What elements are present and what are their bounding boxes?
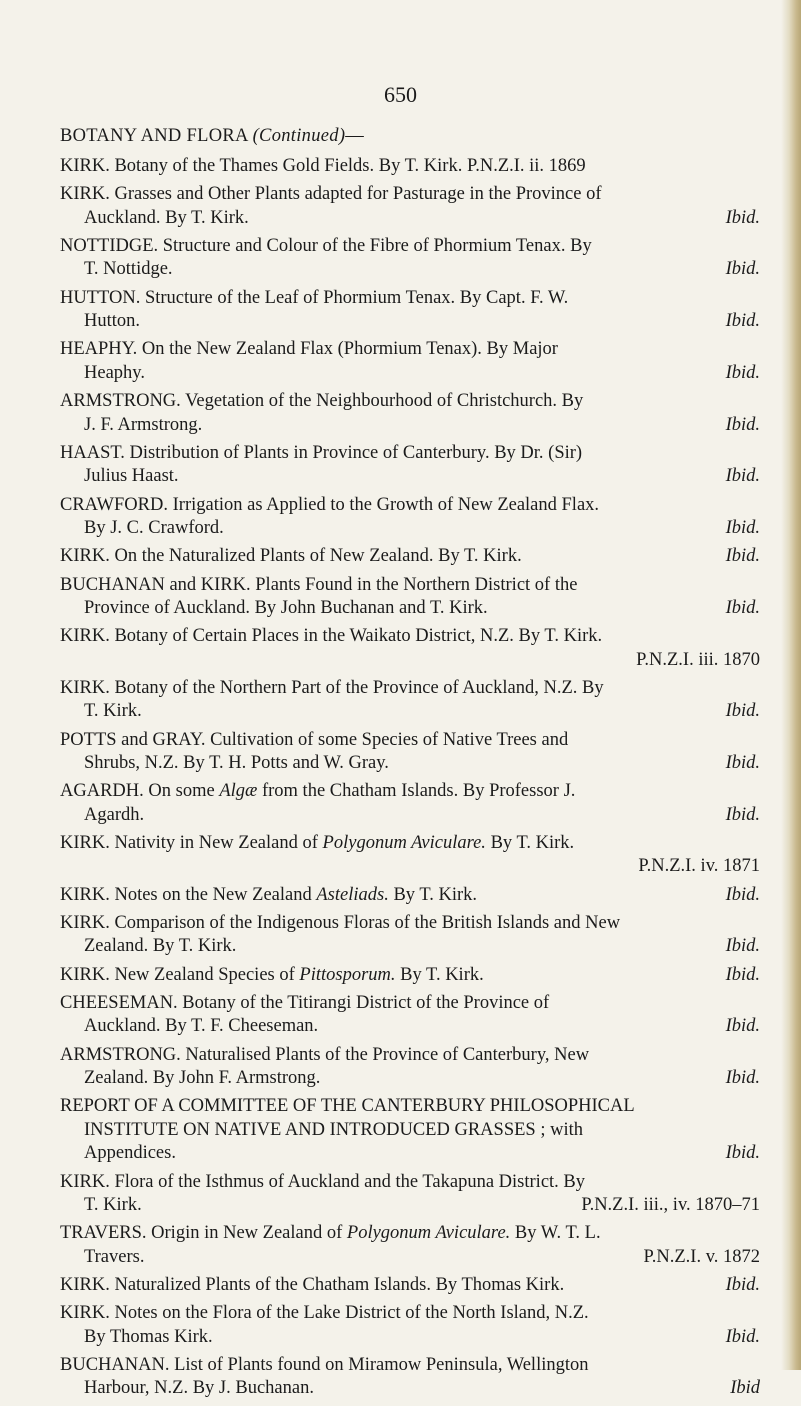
entry-text-pre: KIRK. Notes on the New Zealand [60,884,317,905]
bibliography-entry [60,235,760,282]
entry-line [60,780,760,803]
entry-text: BUCHANAN and KIRK. Plants Found in the Northern District of the [60,574,578,595]
entry-line [60,1015,760,1038]
entry-line [60,1171,760,1194]
entry-line [60,1354,760,1377]
entry-text: KIRK. Notes on the Flora of the Lake District of the North Island, N.Z. [60,1303,589,1324]
bibliography-entry [60,1222,760,1269]
entry-text: Julius Haast. [84,466,179,487]
entry-text: By J. C. Crawford. [84,517,224,538]
entry-text: KIRK. Botany of the Northern Part of the Province of Auckland, N.Z. By [60,677,604,698]
entry-line [60,964,760,987]
entry-reference: Ibid. [725,753,760,774]
entry-reference: Ibid. [725,1016,760,1037]
entry-reference: Ibid. [725,1143,760,1164]
entry-reference: Ibid. [725,207,760,228]
bibliography-entry [60,1354,760,1401]
entry-line [60,1246,760,1269]
entry-reference: Ibid. [725,546,760,567]
entry-text [60,1222,601,1245]
entry-line [60,855,760,878]
entry-text-pre: KIRK. Nativity in New Zealand of [60,833,323,854]
section-heading [60,126,364,147]
entry-line [60,1326,760,1349]
entry-line [60,1067,760,1090]
entry-line [60,517,760,540]
entry-text: KIRK. Botany of the Thames Gold Fields. By T. Kirk. P.N.Z.I. ii. 1869 [60,156,586,176]
entry-text: ARMSTRONG. Naturalised Plants of the Province of Canterbury, New [60,1044,590,1065]
bibliography-entry [60,625,760,672]
entry-line [60,625,760,648]
entry-line [60,677,760,700]
bibliography-entry [60,912,760,959]
entry-reference: Ibid. [725,414,760,435]
entry-line [60,884,760,907]
entry-italic-term: Polygonum Aviculare. [322,833,486,854]
entry-text [60,780,575,803]
entry-text-post: By T. Kirk. [485,833,575,854]
entry-text: INSTITUTE ON NATIVE AND INTRODUCED GRASSES ; with [84,1119,583,1140]
entry-reference: Ibid. [725,311,760,332]
entry-text: KIRK. Naturalized Plants of the Chatham Islands. By Thomas Kirk. [60,1274,565,1295]
entry-reference: Ibid. [725,884,760,905]
entry-reference: Ibid [730,1378,760,1399]
entry-italic-term: Asteliads. [316,884,389,905]
bibliography-entry [60,1274,760,1297]
bibliography-list [60,155,760,1406]
entry-text: KIRK. Comparison of the Indigenous Floras of the British Islands and New [60,913,621,934]
bibliography-entry [60,442,760,489]
entry-reference: Ibid. [725,701,760,722]
entry-text: BUCHANAN. List of Plants found on Miramow Peninsula, Wellington [60,1354,589,1375]
page-number: 650 [384,82,417,107]
entry-reference: Ibid. [725,597,760,618]
entry-text: J. F. Armstrong. [84,414,203,435]
entry-text: T. Kirk. [84,1194,142,1215]
entry-reference: Ibid. [725,517,760,538]
bibliography-entry [60,677,760,724]
entry-text: T. Kirk. [84,701,142,722]
entry-line [60,414,760,437]
entry-text: By Thomas Kirk. [84,1326,213,1347]
entry-line [60,390,760,413]
entry-line [60,832,760,855]
section-heading-dash: — [345,126,365,146]
entry-text: Shrubs, N.Z. By T. H. Potts and W. Gray. [84,753,389,774]
entry-line [60,362,760,385]
bibliography-entry [60,780,760,827]
entry-line [60,183,760,206]
entry-text-post: By W. T. L. [510,1223,601,1244]
bibliography-entry [60,729,760,776]
entry-text [60,884,477,907]
entry-line [60,1142,760,1165]
entry-reference: Ibid. [725,804,760,825]
entry-line [60,287,760,310]
entry-text: Travers. [84,1246,145,1267]
entry-text: POTTS and GRAY. Cultivation of some Species of Native Trees and [60,729,569,750]
entry-text: Heaphy. [84,362,145,383]
entry-text: CRAWFORD. Irrigation as Applied to the Growth of New Zealand Flax. [60,494,600,515]
bibliography-entry [60,287,760,334]
entry-text [60,832,574,855]
bibliography-entry [60,832,760,879]
entry-text: Agardh. [84,804,145,825]
entry-text: Zealand. By T. Kirk. [84,936,237,957]
entry-text: NOTTIDGE. Structure and Colour of the Fibre of Phormium Tenax. By [60,236,592,256]
entry-line [60,442,760,465]
bibliography-entry [60,964,760,987]
entry-text: Harbour, N.Z. By J. Buchanan. [84,1378,314,1399]
entry-text: REPORT OF A COMMITTEE OF THE CANTERBURY PHILOSOPHICAL [60,1096,635,1117]
entry-line [60,912,760,935]
entry-line [60,494,760,517]
entry-text: Appendices. [84,1143,176,1164]
entry-line [60,649,760,672]
entry-text: Province of Auckland. By John Buchanan and T. Kirk. [84,597,488,618]
bibliography-entry [60,992,760,1039]
entry-reference: Ibid. [725,936,760,957]
bibliography-entry [60,155,760,178]
bibliography-entry [60,1044,760,1091]
entry-text: P.N.Z.I. iv. 1871 [638,856,760,877]
entry-italic-term: Pittosporum. [299,964,396,985]
entry-reference: Ibid. [725,1274,760,1295]
entry-text: KIRK. Grasses and Other Plants adapted for Pasturage in the Province of [60,184,602,205]
entry-text: KIRK. On the Naturalized Plants of New Zealand. By T. Kirk. [60,546,522,567]
entry-text-post: By T. Kirk. [395,964,484,985]
entry-line [60,804,760,827]
entry-text: ARMSTRONG. Vegetation of the Neighbourhood of Christchurch. By [60,391,584,412]
entry-line [60,700,760,723]
entry-reference: Ibid. [725,466,760,487]
entry-line [60,729,760,752]
entry-line [60,1274,760,1297]
entry-line [60,155,760,178]
section-heading-title: BOTANY AND FLORA [60,126,248,146]
entry-line [60,338,760,361]
entry-line [60,310,760,333]
entry-text: CHEESEMAN. Botany of the Titirangi District of the Province of [60,993,550,1014]
entry-text: KIRK. Botany of Certain Places in the Waikato District, N.Z. By T. Kirk. [60,626,603,647]
bibliography-entry [60,338,760,385]
entry-text: HUTTON. Structure of the Leaf of Phormium Tenax. By Capt. F. W. [60,287,569,308]
entry-text: Hutton. [84,311,141,332]
entry-line [60,207,760,230]
entry-reference: Ibid. [725,259,760,280]
entry-italic-term: Polygonum Aviculare. [346,1223,511,1244]
entry-line [60,1044,760,1067]
entry-text: Auckland. By T. Kirk. [84,207,249,228]
entry-text: KIRK. Flora of the Isthmus of Auckland and the Takapuna District. By [60,1171,586,1192]
entry-text: Auckland. By T. F. Cheeseman. [84,1016,319,1037]
entry-text: HEAPHY. On the New Zealand Flax (Phormium Tenax). By Major [60,339,558,360]
bibliography-entry [60,884,760,907]
entry-line [60,258,760,281]
entry-line [60,935,760,958]
entry-line [60,545,760,568]
bibliography-entry [60,183,760,230]
bibliography-entry [60,574,760,621]
entry-line [60,597,760,620]
entry-text-post: from the Chatham Islands. By Professor J. [257,781,576,802]
entry-line [60,574,760,597]
bibliography-entry [60,390,760,437]
entry-reference: P.N.Z.I. v. 1872 [643,1246,760,1267]
entry-reference: Ibid. [725,964,760,985]
entry-line [60,992,760,1015]
entry-line [60,235,760,258]
entry-line [60,1377,760,1400]
entry-reference: Ibid. [725,1326,760,1347]
entry-text-pre: KIRK. New Zealand Species of [60,964,300,985]
entry-italic-term: Algæ [219,781,258,802]
entry-text-pre: TRAVERS. Origin in New Zealand of [60,1223,347,1244]
entry-text [60,964,484,987]
entry-reference: Ibid. [725,1068,760,1089]
section-heading-continued: (Continued) [252,126,346,146]
entry-line [60,1119,760,1142]
entry-text-post: By T. Kirk. [388,884,478,905]
entry-reference: P.N.Z.I. iii., iv. 1870–71 [581,1194,760,1215]
page-edge-shadow [781,0,801,1370]
entry-line [60,465,760,488]
entry-text: Zealand. By John F. Armstrong. [84,1068,321,1089]
entry-line [60,752,760,775]
entry-text-pre: AGARDH. On some [60,781,220,802]
bibliography-entry [60,545,760,568]
entry-line [60,1194,760,1217]
entry-line [60,1222,760,1245]
entry-text: T. Nottidge. [84,259,173,280]
bibliography-entry [60,1095,760,1165]
entry-reference: Ibid. [725,362,760,383]
entry-line [60,1302,760,1325]
entry-text: P.N.Z.I. iii. 1870 [636,649,760,670]
entry-text: HAAST. Distribution of Plants in Province of Canterbury. By Dr. (Sir) [60,442,583,463]
entry-line [60,1095,760,1118]
bibliography-entry [60,1302,760,1349]
bibliography-entry [60,494,760,541]
bibliography-entry [60,1171,760,1218]
